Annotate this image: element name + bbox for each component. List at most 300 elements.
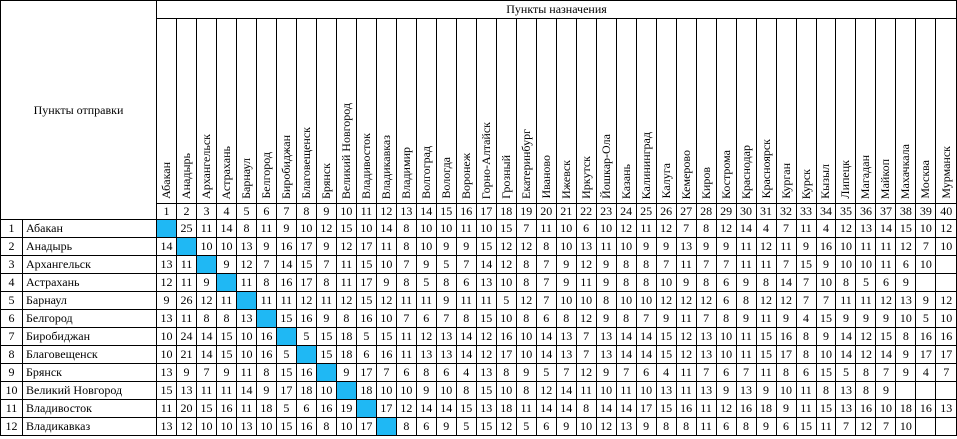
distance-cell: 9 <box>436 292 456 310</box>
distance-cell: 14 <box>436 400 456 418</box>
destination-number: 4 <box>216 204 236 220</box>
distance-cell: 8 <box>616 256 636 274</box>
distance-cell: 8 <box>576 400 596 418</box>
distance-cell: 14 <box>876 346 896 364</box>
distance-cell: 11 <box>736 346 756 364</box>
distance-cell: 17 <box>356 238 376 256</box>
distance-cell: 12 <box>536 382 556 400</box>
distance-cell: 7 <box>736 364 756 382</box>
distance-cell: 7 <box>556 364 576 382</box>
distance-cell: 8 <box>596 292 616 310</box>
distance-cell: 16 <box>216 400 236 418</box>
distance-cell: 11 <box>876 238 896 256</box>
distance-cell: 12 <box>656 292 676 310</box>
distance-cell: 6 <box>636 364 656 382</box>
distance-cell: 8 <box>696 220 716 238</box>
origin-name: Анадырь <box>23 238 157 256</box>
distance-cell: 12 <box>856 346 876 364</box>
distance-cell: 6 <box>796 364 816 382</box>
destination-name: Брянск <box>318 163 333 199</box>
distance-cell: 11 <box>236 400 256 418</box>
destination-number: 35 <box>836 204 856 220</box>
distance-cell: 8 <box>816 382 836 400</box>
distance-cell: 13 <box>476 400 496 418</box>
origin-name: Барнаул <box>23 292 157 310</box>
distance-cell: 10 <box>496 274 516 292</box>
distance-cell: 12 <box>516 292 536 310</box>
distance-cell: 12 <box>496 418 516 436</box>
distance-cell: 11 <box>196 382 216 400</box>
distance-cell: 10 <box>556 220 576 238</box>
destination-name: Волгоград <box>418 146 433 199</box>
distance-cell: 11 <box>157 400 177 418</box>
destination-number: 24 <box>616 204 636 220</box>
destination-name: Майкоп <box>878 158 893 199</box>
destination-name: Архангельск <box>198 134 213 199</box>
distance-cell <box>936 382 957 400</box>
distance-cell: 13 <box>436 328 456 346</box>
distance-cell: 6 <box>416 310 436 328</box>
distance-cell: 15 <box>816 400 836 418</box>
distance-cell: 12 <box>296 292 316 310</box>
distance-cell: 16 <box>936 328 957 346</box>
distance-cell: 10 <box>816 346 836 364</box>
distance-cell: 11 <box>516 400 536 418</box>
distance-cell: 16 <box>676 400 696 418</box>
distance-cell: 15 <box>276 418 296 436</box>
distance-cell: 10 <box>916 256 936 274</box>
distance-cell: 18 <box>896 400 916 418</box>
distance-cell: 11 <box>576 382 596 400</box>
destination-name: Магадан <box>858 154 873 199</box>
distance-cell: 8 <box>896 328 916 346</box>
destination-number: 33 <box>796 204 816 220</box>
distance-cell: 18 <box>256 400 276 418</box>
destination-number: 7 <box>276 204 296 220</box>
origin-number: 2 <box>1 238 23 256</box>
distance-cell: 11 <box>177 274 197 292</box>
distance-cell <box>936 256 957 274</box>
distance-cell: 9 <box>676 274 696 292</box>
distance-cell: 11 <box>696 418 716 436</box>
destination-name: Мурманск <box>938 146 953 199</box>
diagonal-cell <box>296 346 316 364</box>
distance-cell: 11 <box>177 256 197 274</box>
distance-cell: 12 <box>476 346 496 364</box>
distance-cell: 11 <box>736 238 756 256</box>
distance-cell: 7 <box>536 292 556 310</box>
destination-name: Калуга <box>658 163 673 199</box>
destination-header-cell <box>336 19 356 204</box>
distance-cell: 15 <box>356 256 376 274</box>
distance-cell <box>896 382 916 400</box>
destination-header-cell <box>656 19 676 204</box>
distance-cell: 9 <box>436 238 456 256</box>
distance-cell: 13 <box>157 364 177 382</box>
distance-cell: 10 <box>336 418 356 436</box>
distance-cell: 16 <box>276 274 296 292</box>
distance-cell: 6 <box>396 364 416 382</box>
distance-cell: 7 <box>256 256 276 274</box>
distance-cell: 10 <box>356 220 376 238</box>
distance-cell: 8 <box>396 418 416 436</box>
distance-cell: 12 <box>177 418 197 436</box>
destination-header-cell <box>216 19 236 204</box>
distance-cell: 6 <box>716 418 736 436</box>
distance-cell: 14 <box>776 274 796 292</box>
distance-cell: 8 <box>716 310 736 328</box>
destination-number: 6 <box>256 204 276 220</box>
distance-cell: 15 <box>896 220 916 238</box>
distance-cell: 15 <box>316 328 336 346</box>
table-row <box>1 364 957 382</box>
distance-cell: 9 <box>436 418 456 436</box>
distance-cell: 8 <box>496 364 516 382</box>
destination-name: Липецк <box>838 160 853 199</box>
distance-cell: 10 <box>576 292 596 310</box>
distance-cell: 11 <box>676 382 696 400</box>
distance-cell: 7 <box>616 364 636 382</box>
destination-header-cell <box>356 19 376 204</box>
distance-cell: 13 <box>596 328 616 346</box>
distance-cell: 7 <box>776 220 796 238</box>
destination-header-cell <box>896 19 916 204</box>
diagonal-cell <box>157 220 177 238</box>
distance-cell: 9 <box>556 418 576 436</box>
origin-name: Архангельск <box>23 256 157 274</box>
distance-cell: 15 <box>816 310 836 328</box>
distance-cell: 9 <box>376 274 396 292</box>
distance-cell: 10 <box>936 238 957 256</box>
table-row <box>1 274 957 292</box>
distance-cell: 11 <box>456 292 476 310</box>
distance-cell: 5 <box>296 328 316 346</box>
distance-cell: 13 <box>596 346 616 364</box>
destination-header-cell <box>416 19 436 204</box>
distance-cell: 11 <box>196 220 216 238</box>
distance-cell: 14 <box>196 346 216 364</box>
distance-cell: 8 <box>656 418 676 436</box>
distance-cell: 12 <box>696 292 716 310</box>
distance-cell: 10 <box>716 328 736 346</box>
distance-cell: 8 <box>436 274 456 292</box>
distance-cell: 11 <box>856 292 876 310</box>
distance-cell: 9 <box>756 382 776 400</box>
distance-cell: 15 <box>656 346 676 364</box>
distance-cell: 11 <box>796 220 816 238</box>
distance-cell: 11 <box>856 238 876 256</box>
distance-cell: 25 <box>177 220 197 238</box>
distance-cell: 9 <box>516 364 536 382</box>
distance-cell: 14 <box>836 328 856 346</box>
destination-number: 29 <box>716 204 736 220</box>
table-row <box>1 256 957 274</box>
distance-cell: 8 <box>556 310 576 328</box>
destination-name: Иваново <box>538 155 553 199</box>
destination-number: 36 <box>856 204 876 220</box>
distance-cell: 13 <box>836 382 856 400</box>
distance-cell: 11 <box>396 346 416 364</box>
destination-header-cell <box>456 19 476 204</box>
distance-cell: 13 <box>157 310 177 328</box>
distance-cell: 12 <box>896 238 916 256</box>
distance-cell: 13 <box>676 238 696 256</box>
distance-cell: 16 <box>316 400 336 418</box>
distance-cell: 6 <box>776 418 796 436</box>
distance-cell: 7 <box>636 310 656 328</box>
distance-cell: 17 <box>636 400 656 418</box>
distance-cell: 8 <box>676 418 696 436</box>
distance-cell: 9 <box>556 274 576 292</box>
distance-cell: 7 <box>776 256 796 274</box>
distance-cell: 16 <box>916 328 936 346</box>
origin-name: Брянск <box>23 364 157 382</box>
distance-cell <box>936 274 957 292</box>
destination-header-cell <box>196 19 216 204</box>
distance-cell: 13 <box>476 274 496 292</box>
distance-cell: 8 <box>776 364 796 382</box>
distance-cell: 13 <box>556 346 576 364</box>
distance-cell: 16 <box>256 346 276 364</box>
destination-name: Владикавказ <box>378 134 393 199</box>
distance-cell: 7 <box>816 292 836 310</box>
distance-cell <box>936 418 957 436</box>
distance-cell: 7 <box>536 274 556 292</box>
distance-cell: 10 <box>896 418 916 436</box>
destination-name: Барнаул <box>238 158 253 199</box>
destination-header-cell <box>776 19 796 204</box>
distance-cell: 9 <box>177 364 197 382</box>
distance-cell: 11 <box>416 292 436 310</box>
distance-cell: 13 <box>476 364 496 382</box>
distance-cell: 9 <box>696 238 716 256</box>
destination-header-cell <box>836 19 856 204</box>
distance-cell: 6 <box>576 220 596 238</box>
distance-cell: 17 <box>276 382 296 400</box>
distance-cell: 14 <box>536 400 556 418</box>
distance-cell: 14 <box>216 220 236 238</box>
destination-header-cell <box>536 19 556 204</box>
distance-cell: 11 <box>676 364 696 382</box>
distance-cell: 14 <box>536 328 556 346</box>
distance-cell: 14 <box>157 238 177 256</box>
distance-cell: 19 <box>336 400 356 418</box>
distance-cell: 14 <box>636 328 656 346</box>
distance-cell: 11 <box>536 220 556 238</box>
distance-cell: 13 <box>236 418 256 436</box>
distance-cell: 15 <box>656 328 676 346</box>
distance-cell: 10 <box>916 220 936 238</box>
distance-cell: 13 <box>436 346 456 364</box>
distance-cell: 12 <box>576 256 596 274</box>
distance-cell: 11 <box>796 400 816 418</box>
table-row <box>1 382 957 400</box>
destination-name: Краснодар <box>738 144 753 199</box>
distance-cell: 5 <box>856 274 876 292</box>
destination-header-cell <box>576 19 596 204</box>
destination-name: Иркутск <box>578 156 593 199</box>
distance-cell: 10 <box>376 256 396 274</box>
distance-cell: 16 <box>376 346 396 364</box>
distance-cell: 13 <box>896 292 916 310</box>
distance-cell: 8 <box>856 364 876 382</box>
distance-cell: 12 <box>496 256 516 274</box>
distance-cell: 15 <box>796 418 816 436</box>
origin-name: Владивосток <box>23 400 157 418</box>
distance-cell: 5 <box>496 292 516 310</box>
distance-cell: 7 <box>716 256 736 274</box>
distance-cell: 8 <box>516 382 536 400</box>
distance-cell: 5 <box>416 274 436 292</box>
distance-cell: 9 <box>776 400 796 418</box>
destinations-header: Пункты назначения <box>157 1 957 19</box>
distance-cell: 10 <box>436 220 456 238</box>
distance-cell: 7 <box>876 418 896 436</box>
distance-cell: 11 <box>796 382 816 400</box>
distance-cell: 12 <box>616 220 636 238</box>
distance-cell: 14 <box>536 346 556 364</box>
distance-cell: 11 <box>216 292 236 310</box>
distance-cell: 7 <box>876 364 896 382</box>
distance-cell: 10 <box>476 220 496 238</box>
origin-number: 7 <box>1 328 23 346</box>
distance-cell: 9 <box>876 382 896 400</box>
distance-cell: 8 <box>616 310 636 328</box>
distance-cell: 11 <box>336 274 356 292</box>
destination-number: 1 <box>157 204 177 220</box>
distance-cell: 8 <box>516 256 536 274</box>
distance-cell: 13 <box>236 310 256 328</box>
distance-cell: 10 <box>296 220 316 238</box>
distance-cell: 9 <box>316 238 336 256</box>
distance-cell: 9 <box>216 256 236 274</box>
distance-cell: 11 <box>177 310 197 328</box>
distance-cell: 9 <box>656 310 676 328</box>
distance-cell: 7 <box>536 256 556 274</box>
table-row <box>1 238 957 256</box>
destination-name: Курган <box>778 163 793 199</box>
distance-cell: 10 <box>236 346 256 364</box>
distance-cell: 10 <box>616 238 636 256</box>
distance-cell: 12 <box>476 328 496 346</box>
distance-cell: 12 <box>856 418 876 436</box>
destination-number: 38 <box>896 204 916 220</box>
origin-number: 8 <box>1 346 23 364</box>
distance-cell: 10 <box>876 400 896 418</box>
distance-cell <box>916 274 936 292</box>
distance-cell: 11 <box>776 238 796 256</box>
origin-number: 5 <box>1 292 23 310</box>
distance-cell: 5 <box>436 256 456 274</box>
distance-cell: 9 <box>716 382 736 400</box>
distance-cell: 14 <box>616 400 636 418</box>
distance-cell: 5 <box>276 346 296 364</box>
distance-cell: 15 <box>316 346 336 364</box>
distance-cell: 26 <box>177 292 197 310</box>
destination-name: Грозный <box>498 155 513 199</box>
destination-number: 2 <box>177 204 197 220</box>
distance-cell: 15 <box>296 256 316 274</box>
destination-name: Абакан <box>159 162 173 199</box>
diagonal-cell <box>336 382 356 400</box>
distance-cell: 15 <box>336 220 356 238</box>
distance-cell: 17 <box>356 364 376 382</box>
distance-cell: 10 <box>616 292 636 310</box>
distance-cell: 5 <box>456 418 476 436</box>
destination-number: 31 <box>756 204 776 220</box>
distance-cell: 15 <box>656 400 676 418</box>
destination-name: Астрахань <box>218 145 233 199</box>
distance-cell: 8 <box>756 274 776 292</box>
destination-name: Махачкала <box>898 143 913 199</box>
distance-cell: 7 <box>936 364 957 382</box>
distance-cell: 15 <box>496 220 516 238</box>
distance-cell: 13 <box>836 400 856 418</box>
destination-header-cell <box>236 19 256 204</box>
diagonal-cell <box>236 292 256 310</box>
distance-cell: 5 <box>516 418 536 436</box>
distance-cell: 9 <box>316 310 336 328</box>
table-row <box>1 400 957 418</box>
distance-cell: 10 <box>236 328 256 346</box>
distance-cell: 11 <box>876 256 896 274</box>
distance-cell <box>916 382 936 400</box>
destination-number: 25 <box>636 204 656 220</box>
destination-header-cell <box>177 19 197 204</box>
distance-cell: 12 <box>676 346 696 364</box>
destination-number: 9 <box>316 204 336 220</box>
distance-cell: 15 <box>756 346 776 364</box>
distance-cell: 5 <box>836 364 856 382</box>
distance-cell: 16 <box>856 400 876 418</box>
destination-number: 16 <box>456 204 476 220</box>
distance-cell: 14 <box>876 220 896 238</box>
distance-cell: 14 <box>416 400 436 418</box>
distance-cell: 11 <box>256 292 276 310</box>
distance-cell: 10 <box>376 310 396 328</box>
diagonal-cell <box>256 310 276 328</box>
destination-name: Ижевск <box>558 160 573 199</box>
table-row <box>1 328 957 346</box>
distance-cell: 13 <box>556 328 576 346</box>
distance-cell: 8 <box>396 274 416 292</box>
distance-cell: 13 <box>696 382 716 400</box>
distance-cell: 16 <box>496 328 516 346</box>
destination-number: 18 <box>496 204 516 220</box>
distance-cell: 11 <box>756 256 776 274</box>
distance-cell: 13 <box>177 382 197 400</box>
distance-cell: 7 <box>696 256 716 274</box>
origin-name: Благовещенск <box>23 346 157 364</box>
distance-cell <box>916 418 936 436</box>
distance-cell: 9 <box>636 418 656 436</box>
destination-number: 32 <box>776 204 796 220</box>
distance-cell: 12 <box>496 238 516 256</box>
diagonal-cell <box>356 400 376 418</box>
distance-cell: 10 <box>256 418 276 436</box>
distance-cell: 6 <box>296 400 316 418</box>
distance-cell: 8 <box>336 310 356 328</box>
distance-cell: 6 <box>716 292 736 310</box>
distance-cell: 12 <box>416 328 436 346</box>
distance-cell: 9 <box>596 310 616 328</box>
distance-cell: 15 <box>476 418 496 436</box>
diagonal-cell <box>196 256 216 274</box>
distance-cell: 11 <box>476 292 496 310</box>
distance-cell: 16 <box>816 238 836 256</box>
distance-cell: 17 <box>936 346 957 364</box>
distance-cell: 12 <box>316 220 336 238</box>
